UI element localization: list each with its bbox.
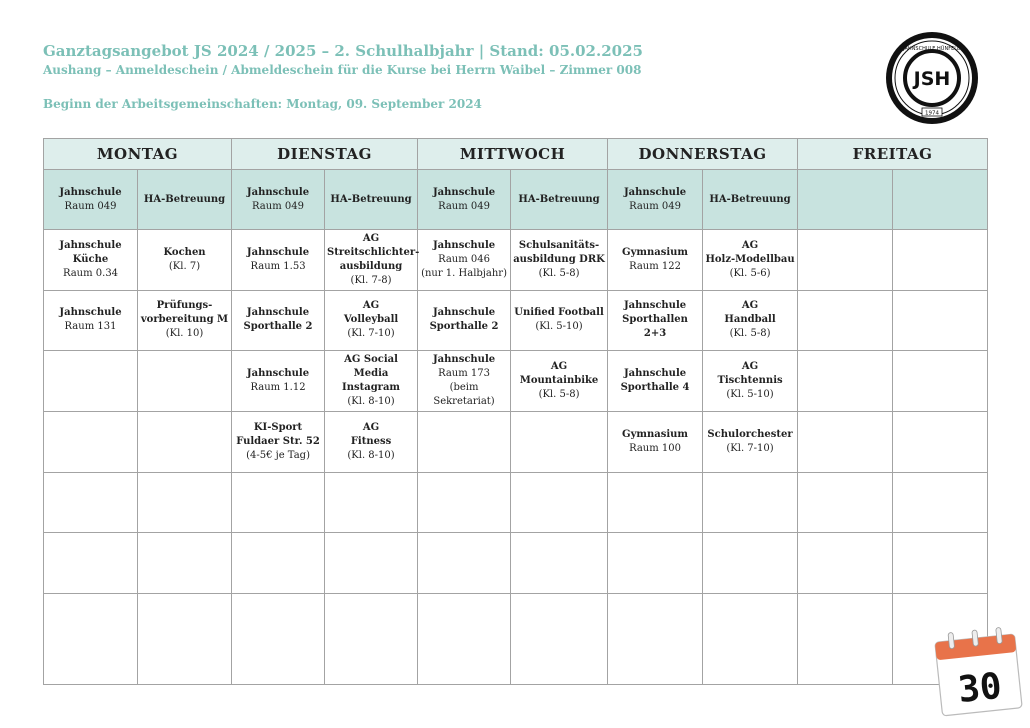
logo-monogram: JSH <box>913 68 951 90</box>
table-cell <box>138 351 232 412</box>
table-cell <box>703 290 798 351</box>
course-name: Handball <box>724 314 776 326</box>
calendar-icon <box>930 622 1026 718</box>
table-cell <box>44 411 138 472</box>
table-cell <box>418 533 511 594</box>
table-cell <box>608 351 703 412</box>
course-name: Gymnasium <box>622 246 689 258</box>
course-detail: (Kl. 8-10) <box>347 449 395 461</box>
table-cell <box>325 533 418 594</box>
table-cell <box>138 593 232 684</box>
course-name: vorbereitung M <box>140 314 229 326</box>
subheader-room: Raum 049 <box>252 200 304 212</box>
course-detail: Raum 046 <box>438 253 490 265</box>
table-cell <box>232 229 325 290</box>
table-cell <box>511 411 608 472</box>
table-cell <box>44 290 138 351</box>
subheader-cell <box>232 170 325 230</box>
table-row <box>44 533 988 594</box>
subheader-title: HA-Betreuung <box>709 193 791 205</box>
course-name: Jahnschule <box>246 246 310 258</box>
course-name: Jahnschule <box>59 307 122 319</box>
subheader-cell <box>511 170 608 230</box>
table-cell <box>608 229 703 290</box>
logo-text: JAHNSCHULE HÜNFELD <box>903 46 961 52</box>
course-name: Schulorchester <box>707 428 793 440</box>
table-cell <box>232 411 325 472</box>
subheader-row <box>44 170 988 230</box>
logo-year: 1974 <box>925 110 939 117</box>
table-cell <box>418 290 511 351</box>
table-row <box>44 411 988 472</box>
subheader-room: Raum 049 <box>629 200 681 212</box>
course-name: Unified Football <box>514 307 604 319</box>
table-cell <box>138 290 232 351</box>
table-cell <box>325 351 418 412</box>
course-name: ausbildung DRK <box>513 253 605 265</box>
course-name: Jahnschule <box>59 239 122 251</box>
table-cell <box>703 472 798 533</box>
table-cell <box>608 472 703 533</box>
course-detail: Raum 131 <box>64 321 117 333</box>
course-name: Jahnschule <box>246 368 310 380</box>
course-name: Küche <box>72 253 109 265</box>
course-name: Sporthalle 4 <box>620 382 690 394</box>
table-cell <box>232 351 325 412</box>
day-header-row <box>44 139 988 170</box>
course-name: AG <box>550 361 568 373</box>
course-detail: (Kl. 7-10) <box>726 442 774 454</box>
subheader-cell <box>798 170 893 230</box>
table-cell <box>511 593 608 684</box>
course-name: Fuldaer Str. 52 <box>236 435 320 447</box>
course-detail: Raum 173 <box>438 368 490 380</box>
course-detail: Raum 100 <box>629 442 681 454</box>
page-subtitle: Aushang – Anmeldeschein / Abmeldeschein für die Kurse bei Herrn Waibel – Zimmer 008 <box>43 63 642 77</box>
table-cell <box>418 411 511 472</box>
course-detail: (Kl. 7-8) <box>350 274 392 286</box>
table-cell <box>798 290 893 351</box>
table-cell <box>325 290 418 351</box>
table-cell <box>511 533 608 594</box>
table-cell <box>511 351 608 412</box>
table-cell <box>798 229 893 290</box>
table-cell <box>232 472 325 533</box>
table-cell <box>511 472 608 533</box>
table-cell <box>418 229 511 290</box>
table-cell <box>325 593 418 684</box>
table-cell <box>418 593 511 684</box>
table-cell <box>798 411 893 472</box>
course-name: AG <box>741 239 759 251</box>
table-cell <box>703 229 798 290</box>
course-name: Tischtennis <box>717 375 783 387</box>
course-name: Sporthalle 2 <box>243 321 313 333</box>
school-logo <box>884 30 980 126</box>
table-cell <box>138 411 232 472</box>
table-cell <box>44 229 138 290</box>
course-name: Jahnschule <box>432 239 496 251</box>
course-detail: (Kl. 5-8) <box>729 328 771 340</box>
day-tuesday: DIENSTAG <box>232 139 418 170</box>
course-detail: (Kl. 5-10) <box>726 389 774 401</box>
table-cell <box>232 593 325 684</box>
course-name: Volleyball <box>343 314 399 326</box>
course-name: Kochen <box>163 246 206 258</box>
calendar-number: 30 <box>956 665 1004 712</box>
table-cell <box>798 351 893 412</box>
course-name: Streitschlichter- <box>327 246 420 258</box>
table-cell <box>44 533 138 594</box>
course-name: Gymnasium <box>622 428 689 440</box>
subheader-room: Raum 049 <box>438 200 490 212</box>
start-note: Beginn der Arbeitsgemeinschaften: Montag, 09. September 2024 <box>43 97 482 111</box>
subheader-title: HA-Betreuung <box>518 193 600 205</box>
table-cell <box>511 290 608 351</box>
timetable <box>43 138 988 685</box>
course-name: Jahnschule <box>623 368 687 380</box>
table-row <box>44 229 988 290</box>
table-cell <box>703 593 798 684</box>
table-cell <box>418 351 511 412</box>
subheader-cell <box>325 170 418 230</box>
course-name: Mountainbike <box>519 375 599 387</box>
table-cell <box>44 472 138 533</box>
subheader-cell <box>893 170 988 230</box>
course-name: AG <box>741 361 759 373</box>
table-row <box>44 593 988 684</box>
table-cell <box>138 533 232 594</box>
table-cell <box>44 351 138 412</box>
table-cell <box>608 290 703 351</box>
course-name: Sporthallen 2+3 <box>622 314 688 340</box>
table-cell <box>325 472 418 533</box>
day-monday: MONTAG <box>44 139 232 170</box>
subheader-title: HA-Betreuung <box>330 193 412 205</box>
table-cell <box>703 351 798 412</box>
table-cell <box>798 533 893 594</box>
subheader-cell <box>44 170 138 230</box>
course-name: Schulsanitäts- <box>518 239 600 251</box>
course-name: AG Social <box>344 354 398 366</box>
subheader-cell <box>703 170 798 230</box>
course-name: Jahnschule <box>246 307 310 319</box>
course-detail: Raum 0.34 <box>62 267 119 279</box>
subheader-title: Jahnschule <box>59 186 122 198</box>
table-cell <box>325 229 418 290</box>
course-name: AG <box>362 232 380 244</box>
table-cell <box>798 593 893 684</box>
course-detail: (Kl. 5-8) <box>538 267 580 279</box>
course-detail: (Kl. 8-10) <box>347 396 395 408</box>
table-cell <box>893 533 988 594</box>
table-cell <box>608 533 703 594</box>
table-cell <box>325 411 418 472</box>
course-detail: (Kl. 5-6) <box>729 267 771 279</box>
subheader-room: Raum 049 <box>64 200 117 212</box>
course-name: AG <box>362 421 380 433</box>
table-cell <box>138 472 232 533</box>
table-cell <box>44 593 138 684</box>
course-name: AG <box>741 300 759 312</box>
course-detail: (Kl. 7) <box>168 260 201 272</box>
table-cell <box>511 229 608 290</box>
course-detail: Raum 122 <box>629 260 681 272</box>
table-cell <box>232 290 325 351</box>
course-name: KI-Sport <box>253 421 303 433</box>
table-cell <box>138 229 232 290</box>
course-detail: Raum 1.53 <box>250 260 306 272</box>
table-cell <box>893 351 988 412</box>
table-cell <box>418 472 511 533</box>
course-detail: (Kl. 5-8) <box>538 389 580 401</box>
table-cell <box>893 411 988 472</box>
table-cell <box>798 472 893 533</box>
table-row <box>44 472 988 533</box>
course-detail: (Kl. 7-10) <box>347 328 395 340</box>
course-name: Media Instagram <box>342 368 401 394</box>
course-name: Fitness <box>350 435 392 447</box>
course-detail: Raum 1.12 <box>250 382 306 394</box>
table-cell <box>703 411 798 472</box>
subheader-title: Jahnschule <box>246 186 310 198</box>
subheader-cell <box>608 170 703 230</box>
table-cell <box>608 411 703 472</box>
course-detail: (4-5€ je Tag) <box>246 449 310 461</box>
table-cell <box>608 593 703 684</box>
subheader-title: Jahnschule <box>623 186 687 198</box>
table-cell <box>893 290 988 351</box>
day-thursday: DONNERSTAG <box>608 139 798 170</box>
subheader-cell <box>138 170 232 230</box>
course-name: Prüfungs- <box>156 300 213 312</box>
day-friday: FREITAG <box>798 139 988 170</box>
subheader-title: HA-Betreuung <box>143 193 226 205</box>
page-title: Ganztagsangebot JS 2024 / 2025 – 2. Schulhalbjahr | Stand: 05.02.2025 <box>43 42 643 60</box>
table-cell <box>893 229 988 290</box>
day-wednesday: MITTWOCH <box>418 139 608 170</box>
course-detail: (Kl. 5-10) <box>535 321 583 333</box>
course-name: Jahnschule <box>623 300 687 312</box>
course-name: AG <box>362 300 380 312</box>
subheader-title: Jahnschule <box>432 186 496 198</box>
course-detail: (beim Sekretariat) <box>433 382 495 408</box>
table-row <box>44 290 988 351</box>
course-name: Jahnschule <box>432 307 496 319</box>
course-name: Holz-Modellbau <box>705 253 795 265</box>
table-cell <box>893 472 988 533</box>
table-row <box>44 351 988 412</box>
table-cell <box>703 533 798 594</box>
course-detail: (Kl. 10) <box>165 328 204 340</box>
course-name: ausbildung <box>339 260 403 272</box>
course-name: Jahnschule <box>432 354 496 366</box>
course-name: Sporthalle 2 <box>429 321 499 333</box>
table-cell <box>232 533 325 594</box>
course-detail: (nur 1. Halbjahr) <box>421 267 507 279</box>
subheader-cell <box>418 170 511 230</box>
